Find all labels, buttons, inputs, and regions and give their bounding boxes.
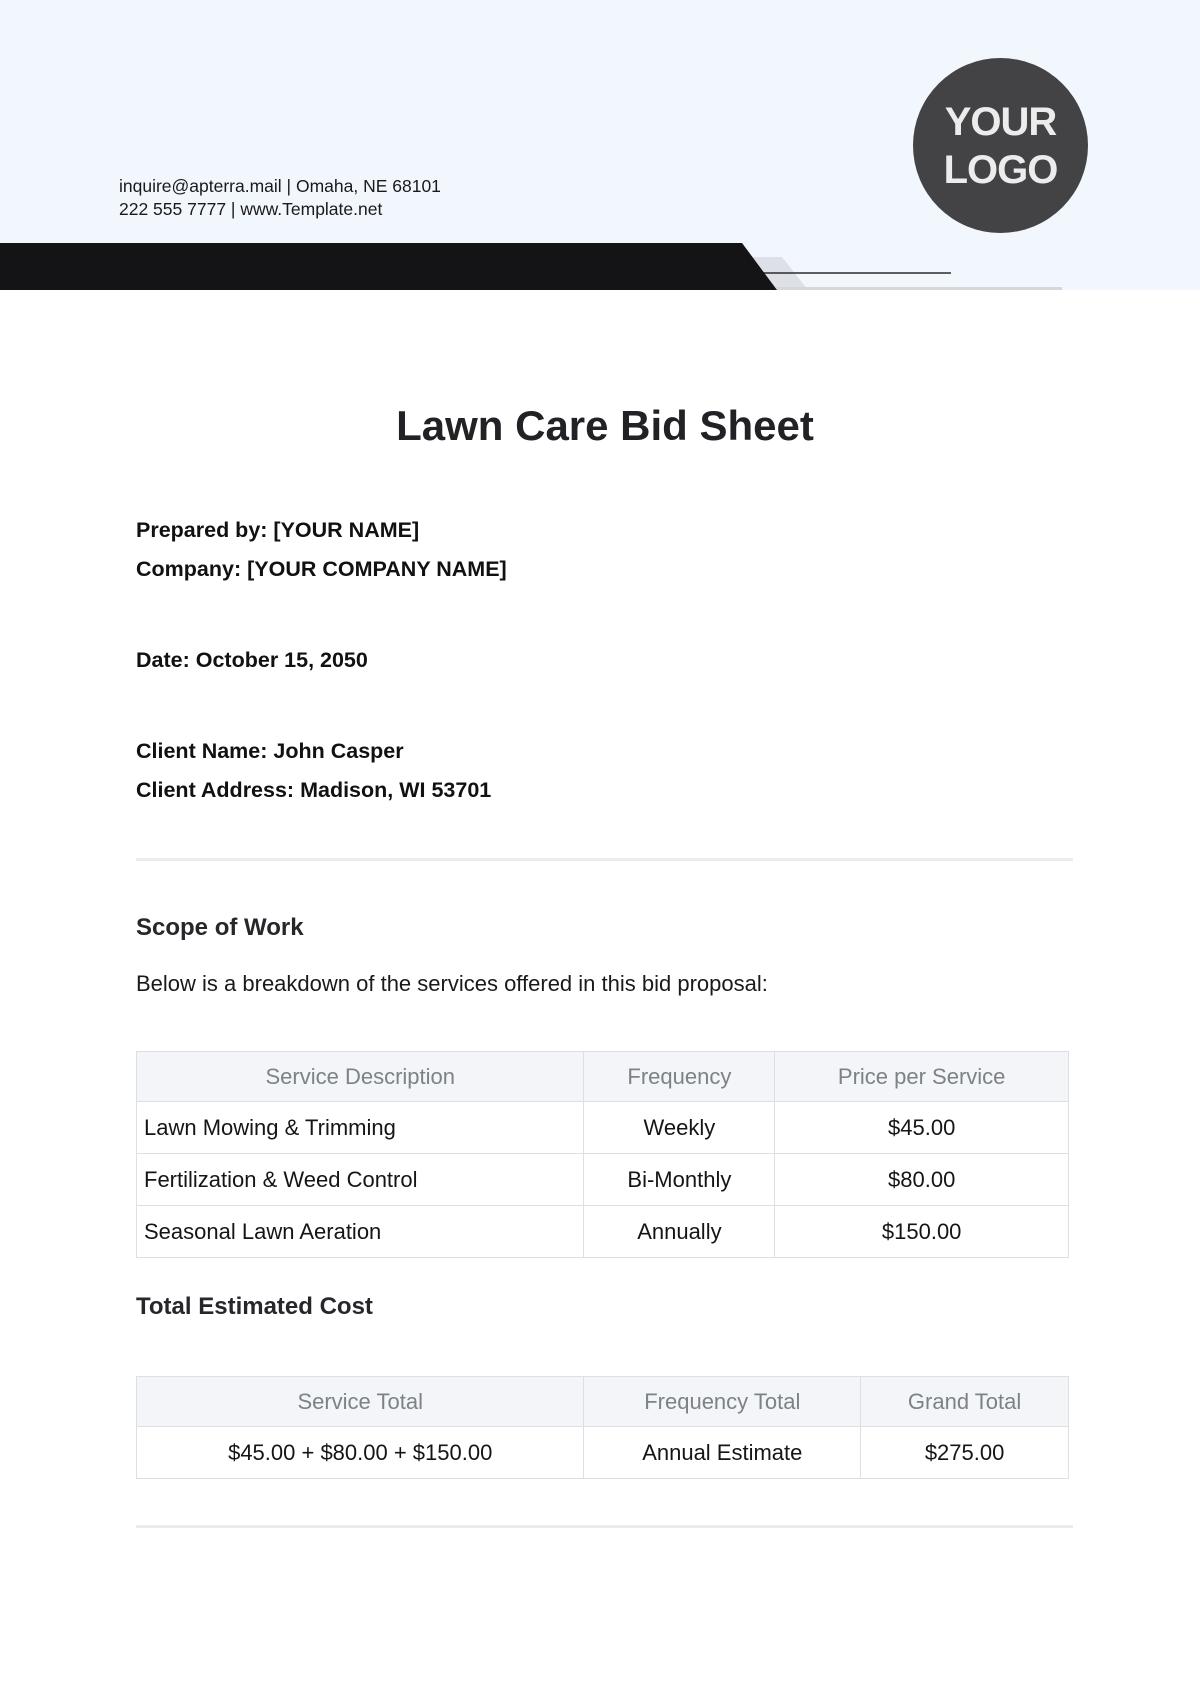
letterhead bbox=[0, 0, 1200, 290]
table-header-row bbox=[137, 1052, 1069, 1102]
service-description: Fertilization & Weed Control bbox=[137, 1154, 584, 1206]
column-header: Service Total bbox=[137, 1377, 584, 1427]
table-row bbox=[137, 1154, 1069, 1206]
date-value: October 15, 2050 bbox=[195, 648, 368, 672]
contact-info bbox=[119, 175, 441, 221]
grand-total: $275.00 bbox=[861, 1427, 1069, 1479]
client-address-value: Madison, WI 53701 bbox=[300, 778, 492, 802]
service-price: $45.00 bbox=[775, 1102, 1069, 1154]
service-frequency: Weekly bbox=[584, 1102, 775, 1154]
table-header-row bbox=[137, 1377, 1069, 1427]
section-divider bbox=[136, 858, 1073, 861]
decorative-band bbox=[0, 243, 1200, 290]
client-name-field bbox=[136, 739, 404, 764]
service-price: $150.00 bbox=[775, 1206, 1069, 1258]
logo-text-line1: YOUR bbox=[944, 99, 1057, 144]
prepared-by-field bbox=[136, 518, 419, 543]
page-title: Lawn Care Bid Sheet bbox=[396, 402, 814, 449]
client-address-label: Client Address: bbox=[136, 778, 295, 802]
service-total: $45.00 + $80.00 + $150.00 bbox=[137, 1427, 584, 1479]
services-table bbox=[136, 1051, 1069, 1258]
company-field bbox=[136, 557, 507, 582]
column-header: Grand Total bbox=[861, 1377, 1069, 1427]
section-divider bbox=[136, 1525, 1073, 1528]
frequency-total: Annual Estimate bbox=[584, 1427, 861, 1479]
prepared-by-value: [YOUR NAME] bbox=[273, 518, 420, 542]
totals-heading: Total Estimated Cost bbox=[136, 1293, 373, 1320]
logo-text-line2: LOGO bbox=[943, 147, 1058, 192]
totals-table bbox=[136, 1376, 1069, 1479]
service-description: Lawn Mowing & Trimming bbox=[137, 1102, 584, 1154]
table-row bbox=[137, 1427, 1069, 1479]
client-name-label: Client Name: bbox=[136, 739, 268, 763]
contact-line-email-address: inquire@apterra.mail | Omaha, NE 68101 bbox=[119, 176, 441, 196]
company-label: Company: bbox=[136, 557, 242, 581]
table-row bbox=[137, 1206, 1069, 1258]
table-row bbox=[137, 1102, 1069, 1154]
service-price: $80.00 bbox=[775, 1154, 1069, 1206]
service-description: Seasonal Lawn Aeration bbox=[137, 1206, 584, 1258]
date-label: Date: bbox=[136, 648, 190, 672]
column-header: Service Description bbox=[137, 1052, 584, 1102]
column-header: Frequency bbox=[584, 1052, 775, 1102]
prepared-by-label: Prepared by: bbox=[136, 518, 268, 542]
contact-line-phone-website: 222 555 7777 | www.Template.net bbox=[119, 199, 383, 219]
scope-intro: Below is a breakdown of the services offered in this bid proposal: bbox=[136, 971, 768, 996]
logo-placeholder bbox=[913, 58, 1088, 233]
service-frequency: Annually bbox=[584, 1206, 775, 1258]
client-name-value: John Casper bbox=[273, 739, 404, 763]
client-address-field bbox=[136, 778, 491, 803]
date-field bbox=[136, 648, 368, 673]
company-value: [YOUR COMPANY NAME] bbox=[247, 557, 507, 581]
service-frequency: Bi-Monthly bbox=[584, 1154, 775, 1206]
scope-heading: Scope of Work bbox=[136, 914, 304, 941]
column-header: Price per Service bbox=[775, 1052, 1069, 1102]
column-header: Frequency Total bbox=[584, 1377, 861, 1427]
